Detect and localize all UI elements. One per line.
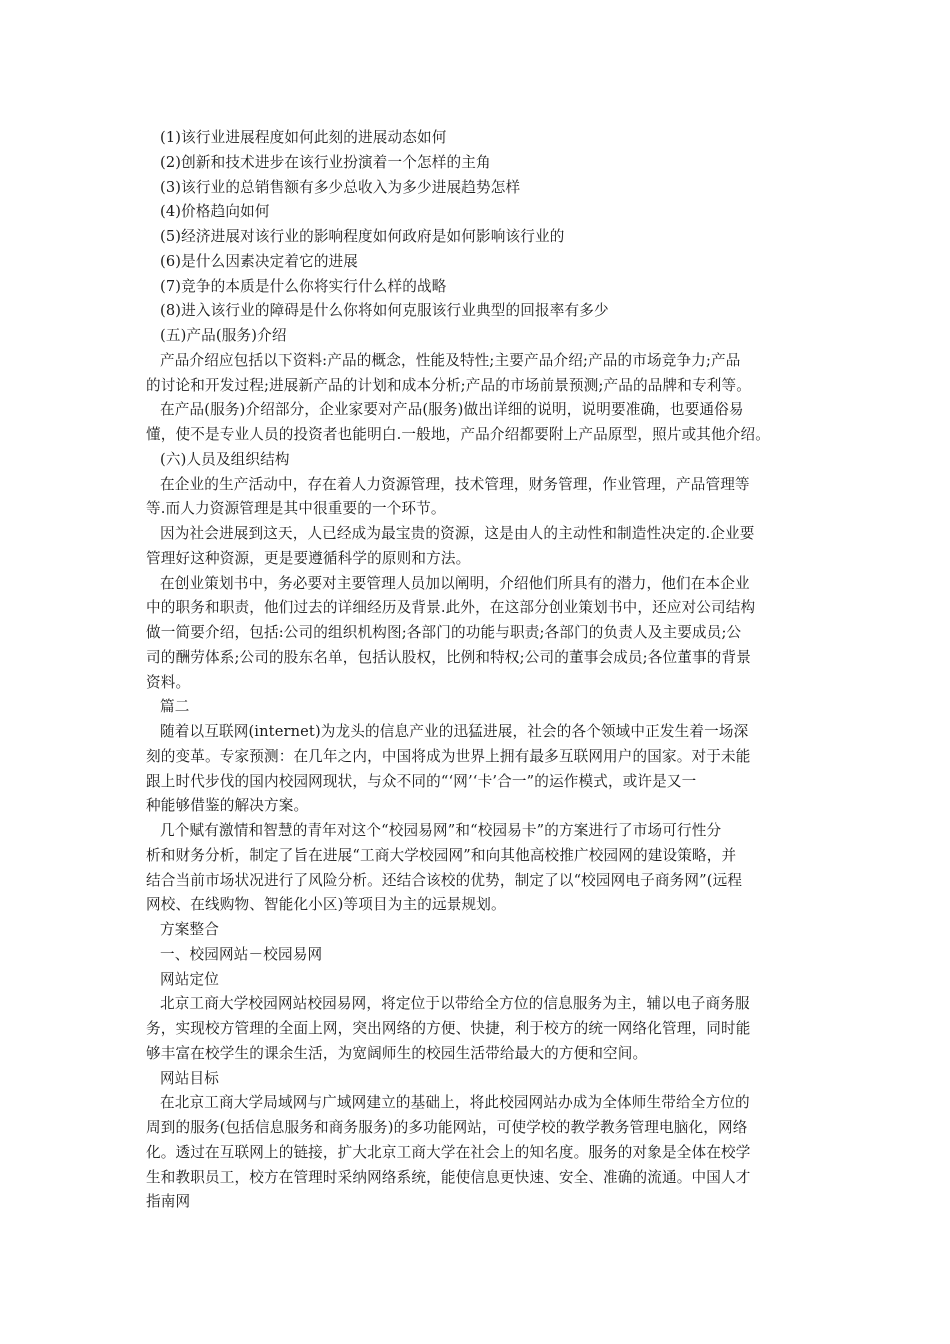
text-line: 在创业策划书中，务必要对主要管理人员加以阐明，介绍他们所具有的潜力，他们在本企业 — [160, 574, 750, 592]
text-line: (3)该行业的总销售额有多少总收入为多少进展趋势怎样 — [160, 178, 521, 196]
text-line: 懂，使不是专业人员的投资者也能明白.一般地，产品介绍都要附上产品原型，照片或其他介绍。 — [146, 426, 771, 443]
text-line: 化。透过在互联网上的链接，扩大北京工商大学在社会上的知名度。服务的对象是全体在校学 — [146, 1143, 751, 1161]
text-line: 几个赋有激情和智慧的青年对这个“校园易网”和“校园易卡”的方案进行了市场可行性分 — [160, 822, 722, 839]
text-line: 方案整合 — [160, 921, 219, 938]
text-line: 产品介绍应包括以下资料:产品的概念，性能及特性;主要产品介绍;产品的市场竞争力;产品 — [160, 351, 741, 369]
text-line: 跟上时代步伐的国内校园网现状，与众不同的“‘网’‘卡’合一”的运作模式，或许是又一 — [146, 772, 697, 790]
text-line: (六)人员及组织结构 — [160, 450, 290, 468]
text-line: (1)该行业进展程度如何此刻的进展动态如何 — [160, 129, 447, 146]
text-line: 一、校园网站－校园易网 — [160, 945, 323, 963]
text-line: 中的职务和职责，他们过去的详细经历及背景.此外，在这部分创业策划书中，还应对公司结构 — [146, 599, 756, 617]
text-line: 周到的服务(包括信息服务和商务服务)的多功能网站，可使学校的教学教务管理电脑化，网络 — [146, 1119, 748, 1136]
text-line: 在产品(服务)介绍部分，企业家要对产品(服务)做出详细的说明，说明要准确，也要通俗易 — [160, 401, 744, 419]
text-line: 结合当前市场状况进行了风险分析。还结合该校的优势，制定了以“校园网电子商务网”(远程 — [146, 871, 743, 889]
text-line: 北京工商大学校园网站校园易网，将定位于以带给全方位的信息服务为主，辅以电子商务服 — [160, 995, 750, 1013]
text-line: 司的酬劳体系;公司的股东名单，包括认股权，比例和特权;公司的董事会成员;各位董事的背景 — [146, 648, 751, 666]
text-line: 够丰富在校学生的课余生活，为宽阔师生的校园生活带给最大的方便和空间。 — [146, 1044, 648, 1062]
text-line: 因为社会进展到这天，人已经成为最宝贵的资源，这是由人的主动性和制造性决定的.企业要 — [160, 525, 755, 542]
text-line: (7)竞争的本质是什么你将实行什么样的战略 — [160, 277, 447, 295]
text-line: 种能够借鉴的解决方案。 — [146, 797, 309, 815]
text-line: 等.而人力资源管理是其中很重要的一个环节。 — [146, 500, 446, 518]
text-line: 在企业的生产活动中，存在着人力资源管理，技术管理，财务管理，作业管理，产品管理等 — [160, 475, 750, 493]
text-line: 网校、在线购物、智能化小区)等项目为主的远景规划。 — [146, 896, 506, 914]
text-line: 管理好这种资源，更是要遵循科学的原则和方法。 — [146, 549, 471, 567]
text-line: (4)价格趋向如何 — [160, 203, 270, 221]
text-line: 网站目标 — [160, 1069, 219, 1087]
text-line: 资料。 — [146, 673, 191, 691]
text-line: 的讨论和开发过程;进展新产品的计划和成本分析;产品的市场前景预测;产品的品牌和专利等。 — [146, 376, 751, 394]
text-line: 在北京工商大学局域网与广域网建立的基础上，将此校园网站办成为全体师生带给全方位的 — [160, 1094, 750, 1112]
text-line: 篇二 — [160, 698, 190, 716]
text-line: (2)创新和技术进步在该行业扮演着一个怎样的主角 — [160, 153, 491, 171]
document-page — [146, 126, 806, 1215]
text-line: (8)进入该行业的障碍是什么你将如何克服该行业典型的回报率有多少 — [160, 302, 609, 320]
text-line: 随着以互联网(internet)为龙头的信息产业的迅猛进展，社会的各个领域中正发生着一场深 — [160, 723, 749, 740]
text-line: 做一简要介绍，包括:公司的组织机构图;各部门的功能与职责;各部门的负责人及主要成员;公 — [146, 624, 742, 641]
text-line: 务，实现校方管理的全面上网，突出网络的方便、快捷，利于校方的统一网络化管理，同时能 — [146, 1020, 751, 1037]
text-line: (5)经济进展对该行业的影响程度如何政府是如何影响该行业的 — [160, 228, 565, 245]
text-line: 指南网 — [146, 1193, 191, 1211]
text-line: (五)产品(服务)介绍 — [160, 327, 287, 344]
text-line: 刻的变革。专家预测：在几年之内，中国将成为世界上拥有最多互联网用户的国家。对于未能 — [146, 747, 751, 765]
text-line: 析和财务分析，制定了旨在进展“工商大学校园网”和向其他高校推广校园网的建设策略，并 — [146, 846, 737, 864]
text-line: 生和教职员工，校方在管理时采纳网络系统，能使信息更快速、安全、准确的流通。中国人才 — [146, 1168, 751, 1186]
text-line: 网站定位 — [160, 970, 219, 988]
text-line: (6)是什么因素决定着它的进展 — [160, 252, 359, 270]
